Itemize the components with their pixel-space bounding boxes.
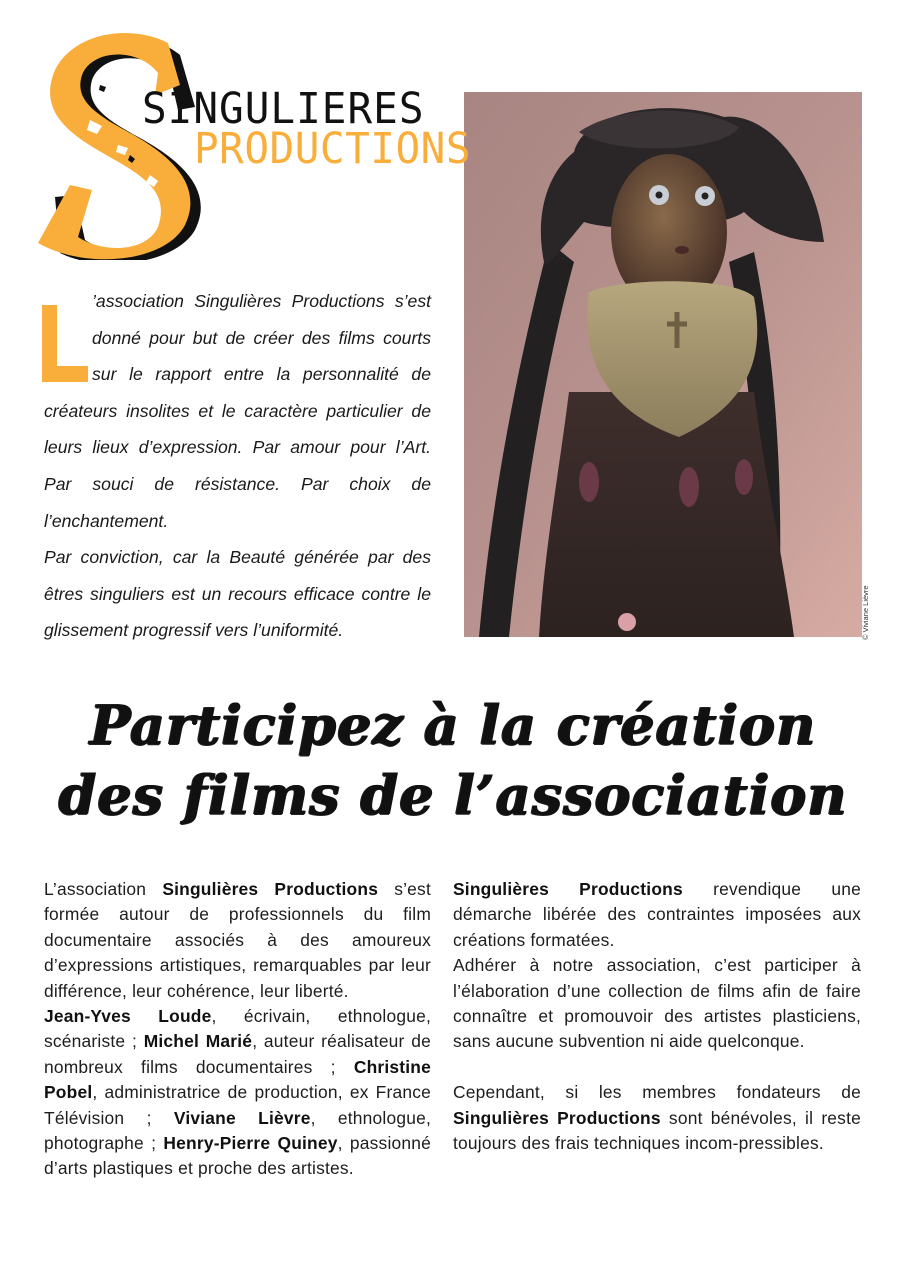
doll-figure-illustration — [464, 92, 862, 637]
right-column — [453, 877, 861, 1156]
members-paragraph: Jean-Yves Loude, écrivain, ethnologue, scénariste ; Michel Marié, auteur réalisateur de nombreux films documentaires ; Christine Pobel, administratrice de production, ex France Télévision ; Viviane Lièvre, ethnologue, photographe ; Henry-Pierre Quiney, passionné d’arts plastiques et proche des artistes. — [44, 1006, 432, 1179]
headline-line-2: des films de l’association — [58, 763, 848, 827]
member-name: Henry-Pierre Quiney — [163, 1133, 338, 1154]
logo-monogram-s-icon — [30, 25, 210, 260]
photo-credit: © Viviane Lièvre — [861, 585, 870, 640]
costs-paragraph: Cependant, si les membres fondateurs de Singulières Productions sont bénévoles, il reste toujours des frais techniques incom-pressibles. — [453, 1082, 861, 1154]
paragraph-spacer — [453, 1055, 861, 1080]
doll-sculpture-photo — [464, 92, 862, 637]
org-name: Singulières Productions — [453, 879, 683, 899]
member-name: Viviane Lièvre — [173, 1107, 311, 1128]
headline-line-1: Participez à la création — [89, 693, 817, 757]
intro-text — [44, 283, 431, 649]
left-column — [44, 877, 431, 1182]
about-paragraph: L’association Singulières Productions s’est formée autour de professionnels du film documentaire associés à des amoureux d’expressions artistiques, remarquables par leur différence, leur cohérence, leur liberté. — [44, 879, 431, 1001]
mission-paragraph: Singulières Productions revendique une démarche libérée des contraintes imposées aux créations formatées. — [453, 879, 861, 950]
headline — [0, 690, 906, 830]
member-name: Jean-Yves Loude — [44, 1006, 212, 1027]
membership-paragraph: Adhérer à notre association, c’est participer à l’élaboration d’une collection de films afin de faire connaître et promouvoir des artistes plasticiens, sans aucune subvention ni aide quelconque. — [453, 955, 861, 1052]
intro-paragraph-2: Par conviction, car la Beauté générée par des êtres singuliers est un recours efficace contre le glissement progressif vers l’uniformité. — [44, 547, 431, 641]
logo — [30, 25, 510, 260]
org-name: Singulières Productions — [453, 1107, 661, 1128]
intro-paragraph-1: ’association Singulières Productions s’est donné pour but de créer des films courts sur le rapport entre la personnalité de créateurs insolites et le caractère particulier de leurs lieux d’expression. Par amour pour l’Art. Par souci de résistance. Par choix de l’enchantement. — [44, 291, 431, 531]
logo-title-singulieres: SINGULIERES — [142, 82, 425, 134]
org-name: Singulières Productions — [162, 879, 379, 899]
member-name: Christine Pobel — [44, 1056, 431, 1103]
member-name: Michel Marié — [143, 1031, 253, 1052]
logo-title-productions: PRODUCTIONS — [194, 122, 472, 174]
